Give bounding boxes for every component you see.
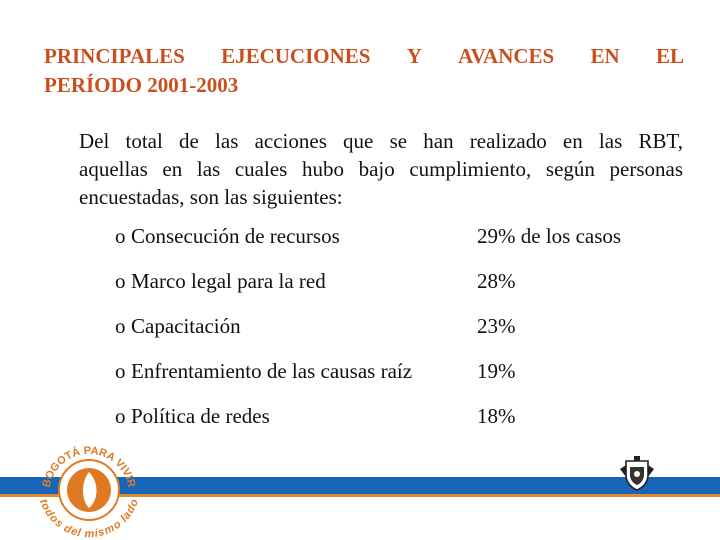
item-value: 18% (477, 404, 516, 428)
list-item (115, 314, 516, 359)
intro-line-2: aquellas en las cuales hubo bajo cumplimiento, según personas (79, 157, 683, 181)
intro-line-1: Del total de las acciones que se han realizado en las RBT, (79, 129, 683, 153)
title-word: PRINCIPALES (44, 44, 185, 68)
results-list (115, 224, 622, 449)
item-label: Marco legal para la red (131, 269, 326, 293)
item-value: 29% de los casos (477, 224, 622, 248)
title-word: EJECUCIONES (221, 44, 371, 68)
list-item (115, 359, 516, 404)
list-item (115, 269, 516, 314)
logo-top-text: BOGOTÁ PARA VIVIR (40, 444, 138, 489)
item-value: 28% (477, 269, 516, 293)
bullet-marker: o (115, 359, 126, 383)
bullet-marker: o (115, 314, 126, 338)
intro-paragraph (79, 127, 683, 211)
list-item (115, 404, 516, 449)
bogota-coat-of-arms-icon (618, 455, 656, 493)
bullet-marker: o (115, 269, 126, 293)
title-word: AVANCES (458, 44, 555, 68)
title-word: EL (655, 44, 684, 68)
item-value: 19% (477, 359, 516, 383)
item-label: Consecución de recursos (131, 224, 340, 248)
page-title (44, 42, 684, 100)
bullet-marker: o (115, 404, 126, 428)
title-word: EN (590, 44, 620, 68)
bogota-para-vivir-logo (33, 436, 145, 540)
bullet-marker: o (115, 224, 126, 248)
item-label: Política de redes (131, 404, 270, 428)
item-label: Enfrentamiento de las causas raíz (131, 359, 413, 383)
title-word: Y (406, 44, 422, 68)
item-label: Capacitación (131, 314, 241, 338)
title-line-1 (44, 42, 684, 71)
title-line-2: PERÍODO 2001-2003 (44, 73, 239, 97)
logo-bottom-text: todos del mismo lado (37, 497, 141, 540)
list-item (115, 224, 622, 269)
intro-line-3: encuestadas, son las siguientes: (79, 185, 343, 209)
item-value: 23% (477, 314, 516, 338)
